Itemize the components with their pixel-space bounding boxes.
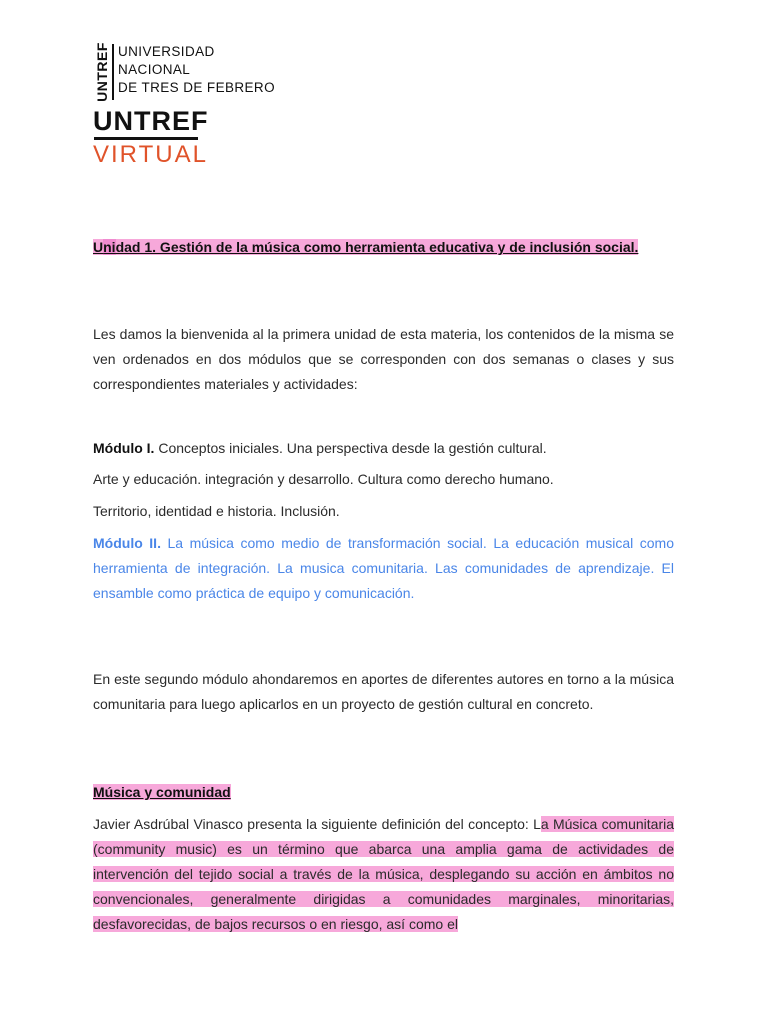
title-highlight: ni bbox=[103, 239, 116, 255]
module-1-line-2: Arte y educación. integración y desarrollo. Cultura como derecho humano. bbox=[93, 471, 554, 487]
section-subtitle bbox=[93, 780, 674, 805]
definition-pre: Javier Asdrúbal Vinasco presenta la siguiente definición del concepto: L bbox=[93, 816, 541, 832]
untref-logo bbox=[93, 42, 293, 172]
module-1-text: Conceptos iniciales. Una perspectiva desde la gestión cultural. bbox=[154, 440, 547, 456]
second-module-paragraph: En este segundo módulo ahondaremos en aportes de diferentes autores en torno a la música comunitaria para luego aplicarlos en un proyecto de gestión cultural en concreto. bbox=[93, 671, 674, 712]
title-pre: U bbox=[93, 239, 104, 255]
logo-university-name bbox=[118, 43, 275, 97]
module-1-label: Módulo I. bbox=[93, 440, 155, 456]
logo-vertical-text: UNTREF bbox=[94, 42, 110, 102]
module-1 bbox=[93, 436, 674, 461]
logo-divider bbox=[94, 137, 198, 140]
logo-untref: UNTREF bbox=[93, 106, 209, 136]
intro-paragraph: Les damos la bienvenida al la primera unidad de esta materia, los contenidos de la misma se ven ordenados en dos módulos que se corresponden con dos semanas o clases y sus correspondientes materiales y actividades: bbox=[93, 326, 674, 392]
module-2-label: Módulo II. bbox=[93, 535, 161, 551]
module-2-text: La música como medio de transformación social. La educación musical como herramienta de integración. La musica comunitaria. Las comunidades de aprendizaje. El ensamble como práctica de equipo y comunicación. bbox=[93, 535, 674, 601]
logo-vertical-bar bbox=[112, 44, 114, 100]
module-2 bbox=[93, 531, 674, 606]
definition-paragraph bbox=[93, 812, 674, 937]
logo-line-3: DE TRES DE FEBRERO bbox=[118, 80, 275, 95]
logo-virtual: VIRTUAL bbox=[93, 141, 208, 168]
logo-line-2: NACIONAL bbox=[118, 62, 191, 77]
subtitle-text: Música y comunidad bbox=[93, 784, 231, 800]
definition-highlight: a Música comunitaria (community music) es un término que abarca una amplia gama de actividades de intervención del tejido social a través de la música, desplegando su acción en ámbitos no convencionales, generalmente dirigidas a comunidades marginales, minoritarias, desfavorecidas, de bajos recursos o en riesgo, así como el bbox=[93, 816, 674, 932]
logo-line-1: UNIVERSIDAD bbox=[118, 44, 215, 59]
module-1-line-3: Territorio, identidad e historia. Inclusión. bbox=[93, 503, 340, 519]
logo-vertical-wrap bbox=[93, 42, 111, 102]
unit-title bbox=[93, 235, 674, 260]
title-rest: dad 1. Gestión de la música como herramienta educativa y de inclusión social. bbox=[115, 239, 639, 255]
